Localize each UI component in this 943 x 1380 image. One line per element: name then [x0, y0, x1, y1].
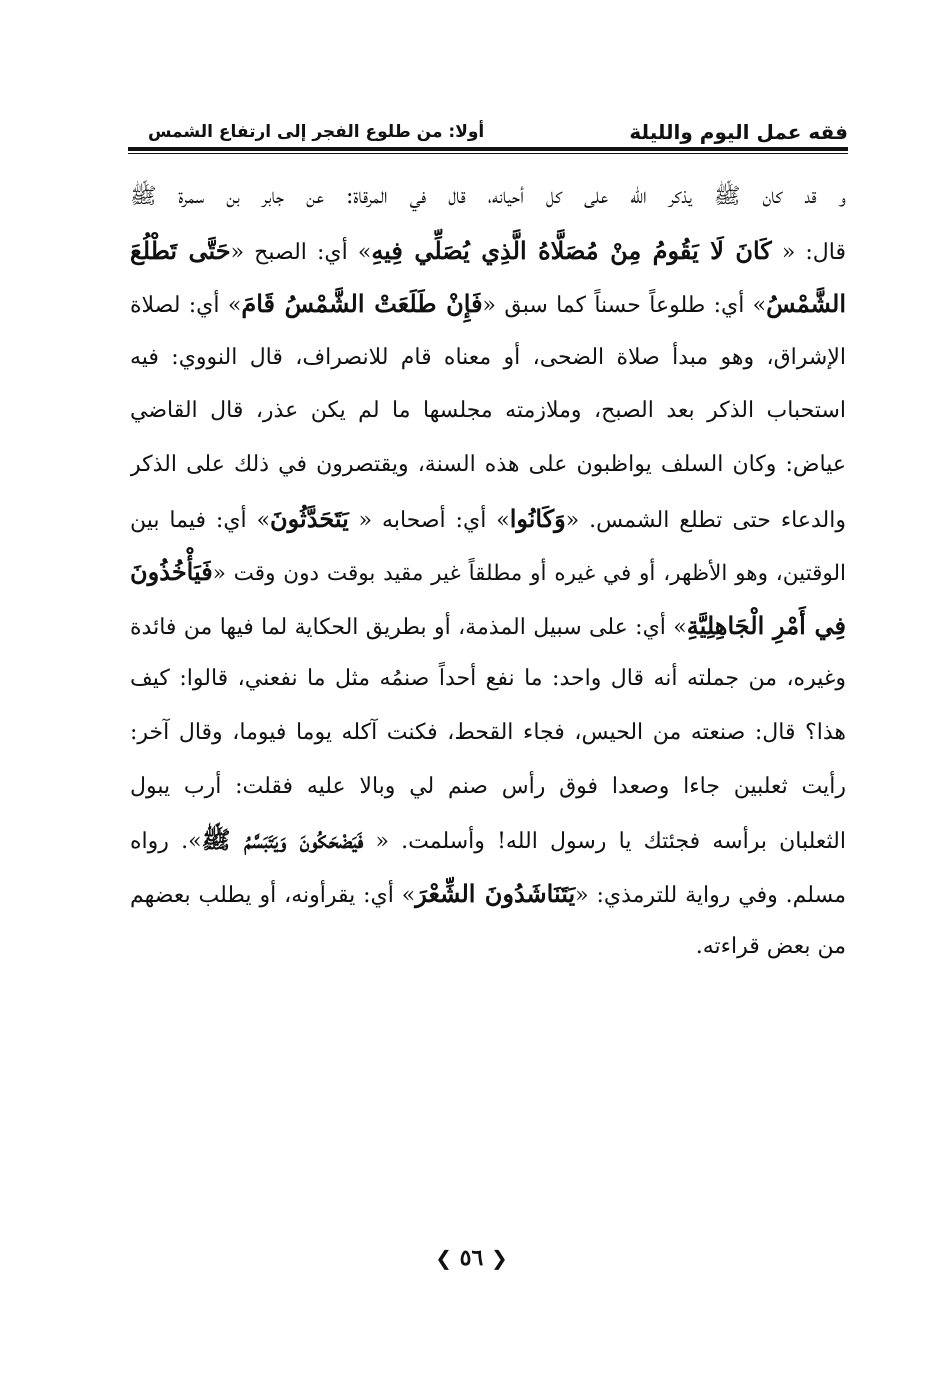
body-text: [130, 170, 846, 974]
commentary-text: استحباب الذكر بعد الصبح، وملازمته مجلسها ما لم يكن عذر، قال القاضي: [130, 398, 846, 424]
hadith-quote: يَتَنَاشَدُونَ الشِّعْرَ: [415, 878, 576, 908]
header-rule-thin: [128, 153, 848, 154]
commentary-text: من بعض قراءته.: [695, 934, 846, 960]
commentary-text: عياض: وكان السلف يواظبون على هذه السنة، ويقتصرون في ذلك على الذكر: [130, 451, 846, 477]
text-line: [130, 438, 846, 492]
hadith-quote: وَكَانُوا: [509, 503, 566, 533]
hadith-quote: فَيَأْخُذُونَ: [130, 557, 213, 587]
commentary-text: ». رواه: [130, 829, 202, 855]
commentary-text: » أي: يقرأونه، أو يطلب بعضهم: [130, 882, 416, 908]
commentary-text: الإشراق، وهو مبدأ صلاة الضحى، أو معناه قام للانصراف، قال النووي: فيه: [130, 344, 846, 370]
commentary-text: » أي: طلوعاً حسناً كما سبق «: [482, 293, 767, 319]
hadith-quote: الشَّمْسُ: [766, 289, 846, 319]
page-number: ٥٦: [459, 1245, 484, 1271]
page-footer: [0, 1243, 943, 1273]
footer-ornament-right: ❯: [490, 1246, 508, 1270]
commentary-text: وغيره، من جملته أنه قال واحد: ما نفع أحداً صنمُه مثل ما نفعني، قالوا: كيف: [130, 666, 846, 692]
text-line: [130, 224, 846, 278]
commentary-text: الثعلبان برأسه فجئتك يا رسول الله! وأسلمت. «: [363, 829, 846, 855]
commentary-text: » أي: على سبيل المذمة، أو بطريق الحكاية لما فيها من فائدة: [130, 614, 687, 640]
section-title: أولا: من طلوع الفجر إلى ارتفاع الشمس: [148, 122, 485, 142]
commentary-text: مسلم. وفي رواية للترمذي: «: [575, 882, 846, 908]
text-line: [130, 545, 846, 599]
commentary-text: رأيت ثعلبين جاءا وصعدا فوق رأس صنم لي وبالا عليه فقلت: أرب يبول: [130, 773, 846, 799]
commentary-text: » أي: لصلاة: [130, 293, 242, 319]
text-line: [130, 813, 846, 867]
hadith-quote: فَيَضْحَكُونَ وَيَتَبَسَّمُ ﷺ: [201, 825, 364, 855]
commentary-text: هذا؟ قال: صنعته من الحيس، فجاء القحط، فكنت آكله يوما فيوما، وقال آخر:: [130, 719, 846, 745]
text-line: [130, 492, 846, 546]
text-line: [130, 867, 846, 921]
book-title: فقه عمل اليوم والليلة: [629, 120, 848, 144]
text-line: [130, 331, 846, 385]
commentary-text: » أي: فيما بين: [130, 507, 271, 533]
text-line: [130, 170, 846, 224]
hadith-quote: يَتَحَدَّثُونَ: [270, 503, 349, 533]
header-rule-thick: [128, 147, 848, 151]
text-line: [130, 920, 846, 974]
running-header: [128, 118, 848, 148]
commentary-text: والدعاء حتى تطلع الشمس. «: [565, 507, 846, 533]
text-line: [130, 760, 846, 814]
hadith-quote: حَتَّى تَطْلُعَ: [130, 235, 231, 265]
commentary-text: » أي: الصبح «: [230, 239, 372, 265]
text-line: [130, 706, 846, 760]
text-line: [130, 599, 846, 653]
footer-ornament-left: ❮: [435, 1246, 452, 1270]
text-line: [130, 652, 846, 706]
commentary-text: » أي: أصحابه «: [348, 507, 510, 533]
hadith-quote: فِي أَمْرِ الْجَاهِلِيَّةِ: [686, 610, 846, 640]
commentary-text: و قد كان ﷺ يذكر الله على كل أحيانه، قال في المرقاة: عن جابر بن سمرة ﷺ: [130, 184, 846, 209]
hadith-quote: فَإِنْ طَلَعَتْ الشَّمْسُ قَامَ: [241, 289, 483, 319]
hadith-quote: كَانَ لَا يَقُومُ مِنْ مُصَلَّاهُ الَّذِي يُصَلِّي فِيهِ: [371, 235, 772, 265]
commentary-text: قال: «: [771, 239, 846, 265]
text-line: [130, 277, 846, 331]
text-line: [130, 384, 846, 438]
commentary-text: الوقتين، وهو الأظهر، أو في غيره أو مطلقاً غير مقيد بوقت دون وقت «: [212, 561, 846, 587]
